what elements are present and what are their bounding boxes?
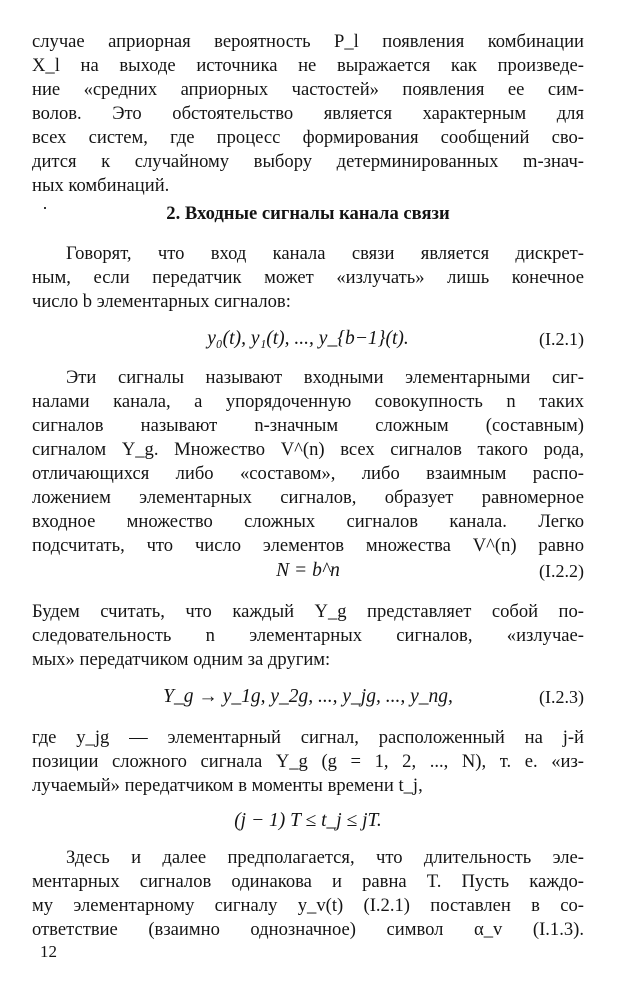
formula-number: (I.2.2) [539, 561, 584, 581]
text-line: ментарных сигналов одинакова и равна T. Пусть каждо- [32, 871, 584, 892]
text-line: Говорят, что вход канала связи является дискрет- [66, 243, 584, 264]
text-line: ние «средних априорных частостей» появления ее сим- [32, 79, 584, 100]
text-line: дится к случайному выбору детерминированных m-знач- [32, 151, 584, 172]
text-line: ных комбинаций. [32, 175, 170, 196]
text-line: налами канала, а упорядоченную совокупность n таких [32, 391, 584, 412]
page-number: 12 [40, 942, 57, 961]
text-line: позиции сложного сигнала Y_g (g = 1, 2, ..., N), т. е. «из- [32, 751, 584, 772]
formula-number: (I.2.3) [539, 687, 584, 707]
text-line: подсчитать, что число элементов множества V^(n) равно [32, 535, 584, 556]
text-line: где y_jg — элементарный сигнал, расположенный на j-й [32, 727, 584, 748]
text-line: следовательность n элементарных сигналов, «излучае- [32, 625, 584, 646]
formula-4 [32, 808, 584, 834]
formula-expression: (j − 1) T ≤ t_j ≤ jT. [234, 810, 382, 831]
text-line: сигналов называют n-значным сложным (составным) [32, 415, 584, 436]
formula-1 [32, 326, 584, 352]
formula-number: (I.2.1) [539, 329, 584, 349]
section-heading: 2. Входные сигналы канала связи [166, 203, 450, 224]
formula-expression: N = b^n [276, 560, 340, 581]
text-line: Эти сигналы называют входными элементарными сиг- [66, 367, 584, 388]
formula-3 [32, 684, 584, 710]
text-line: ответствие (взаимно однозначное) символ α_v (I.1.3). [32, 919, 584, 940]
text-line: Будем считать, что каждый Y_g представляет собой по- [32, 601, 584, 622]
text-line: всех систем, где процесс формирования сообщений сво- [32, 127, 584, 148]
text-line: лучаемый» передатчиком в моменты времени t_j, [32, 775, 423, 796]
text-line: волов. Это обстоятельство является характерным для [32, 103, 584, 124]
text-line: сигналом Y_g. Множество V^(n) всех сигналов такого рода, [32, 439, 584, 460]
text-line: отличающихся либо «составом», либо взаимным распо- [32, 463, 584, 484]
text-line: X_l на выходе источника не выражается как произведе- [32, 55, 584, 76]
text-line: Здесь и далее предполагается, что длительность эле- [66, 847, 584, 868]
text-line: входное множество сложных сигналов канала. Легко [32, 511, 584, 532]
text-line: случае априорная вероятность P_l появления комбинации [32, 31, 584, 52]
text-line: мых» передатчиком одним за другим: [32, 649, 331, 670]
text-line: ложением элементарных сигналов, образует равномерное [32, 487, 584, 508]
text-line: ным, если передатчик может «излучать» лишь конечное [32, 267, 584, 288]
text-line: му элементарному сигналу y_v(t) (I.2.1) поставлен в со- [32, 895, 584, 916]
formula-expression: Y_g → y_1g, y_2g, ..., y_jg, ..., y_ng, [163, 686, 453, 707]
text-line: число b элементарных сигналов: [32, 291, 291, 312]
formula-2 [32, 558, 584, 584]
formula-expression: y₀(t), y₁(t), ..., y_{b−1}(t). [207, 328, 409, 349]
